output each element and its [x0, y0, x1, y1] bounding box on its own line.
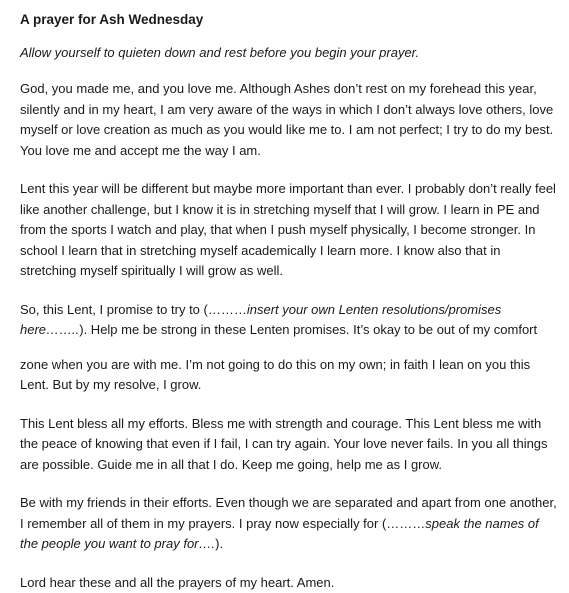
paragraph-friends [20, 493, 560, 555]
paragraph-closing-amen: Lord hear these and all the prayers of my heart. Amen. [20, 573, 560, 593]
promise-text-end: ). Help me be strong in these Lenten promises. It’s okay to be out of my comfort [79, 322, 537, 337]
paragraph-lent-different: Lent this year will be different but maybe more important than ever. I probably don’t really feel like another challenge, but I know it is in stretching myself that I will grow. I learn in PE and from the sports I watch and play, that when I push myself physically, I become stronger. In school I learn that in stretching myself academically I learn more. I know also that in stretching myself spiritually I will grow as well. [20, 179, 560, 282]
paragraph-god-made-me: God, you made me, and you love me. Although Ashes don’t rest on my forehead this year, silently and in my heart, I am very aware of the ways in which I don’t always love others, love myself or love creation as much as you would like me to. I am not perfect; I try to do my best. You love me and accept me the way I am. [20, 79, 560, 161]
paragraph-comfort-zone: zone when you are with me. I’m not going to do this on my own; in faith I lean on you this Lent. But by my resolve, I grow. [20, 355, 560, 396]
document-title: A prayer for Ash Wednesday [20, 11, 560, 29]
paragraph-bless-efforts: This Lent bless all my efforts. Bless me with strength and courage. This Lent bless me with the peace of knowing that even if I fail, I can try again. Your love never fails. In you all things are possible. Guide me in all that I do. Keep me going, help me as I grow. [20, 414, 560, 476]
promise-text-start: So, this Lent, I promise to try to (……… [20, 302, 247, 317]
promise-placeholder: insert your own Lenten resolutions/promises here…….. [20, 302, 501, 338]
document-page [20, 11, 560, 593]
friends-text-end: ). [215, 536, 223, 551]
intro-instruction: Allow yourself to quieten down and rest before you begin your prayer. [20, 43, 560, 62]
paragraph-lent-promise [20, 300, 560, 341]
friends-placeholder: speak the names of the people you want to pray for…. [20, 516, 539, 552]
friends-text-start: Be with my friends in their efforts. Even though we are separated and apart from one another, I remember all of them in my prayers. I pray now especially for (……… [20, 495, 557, 531]
